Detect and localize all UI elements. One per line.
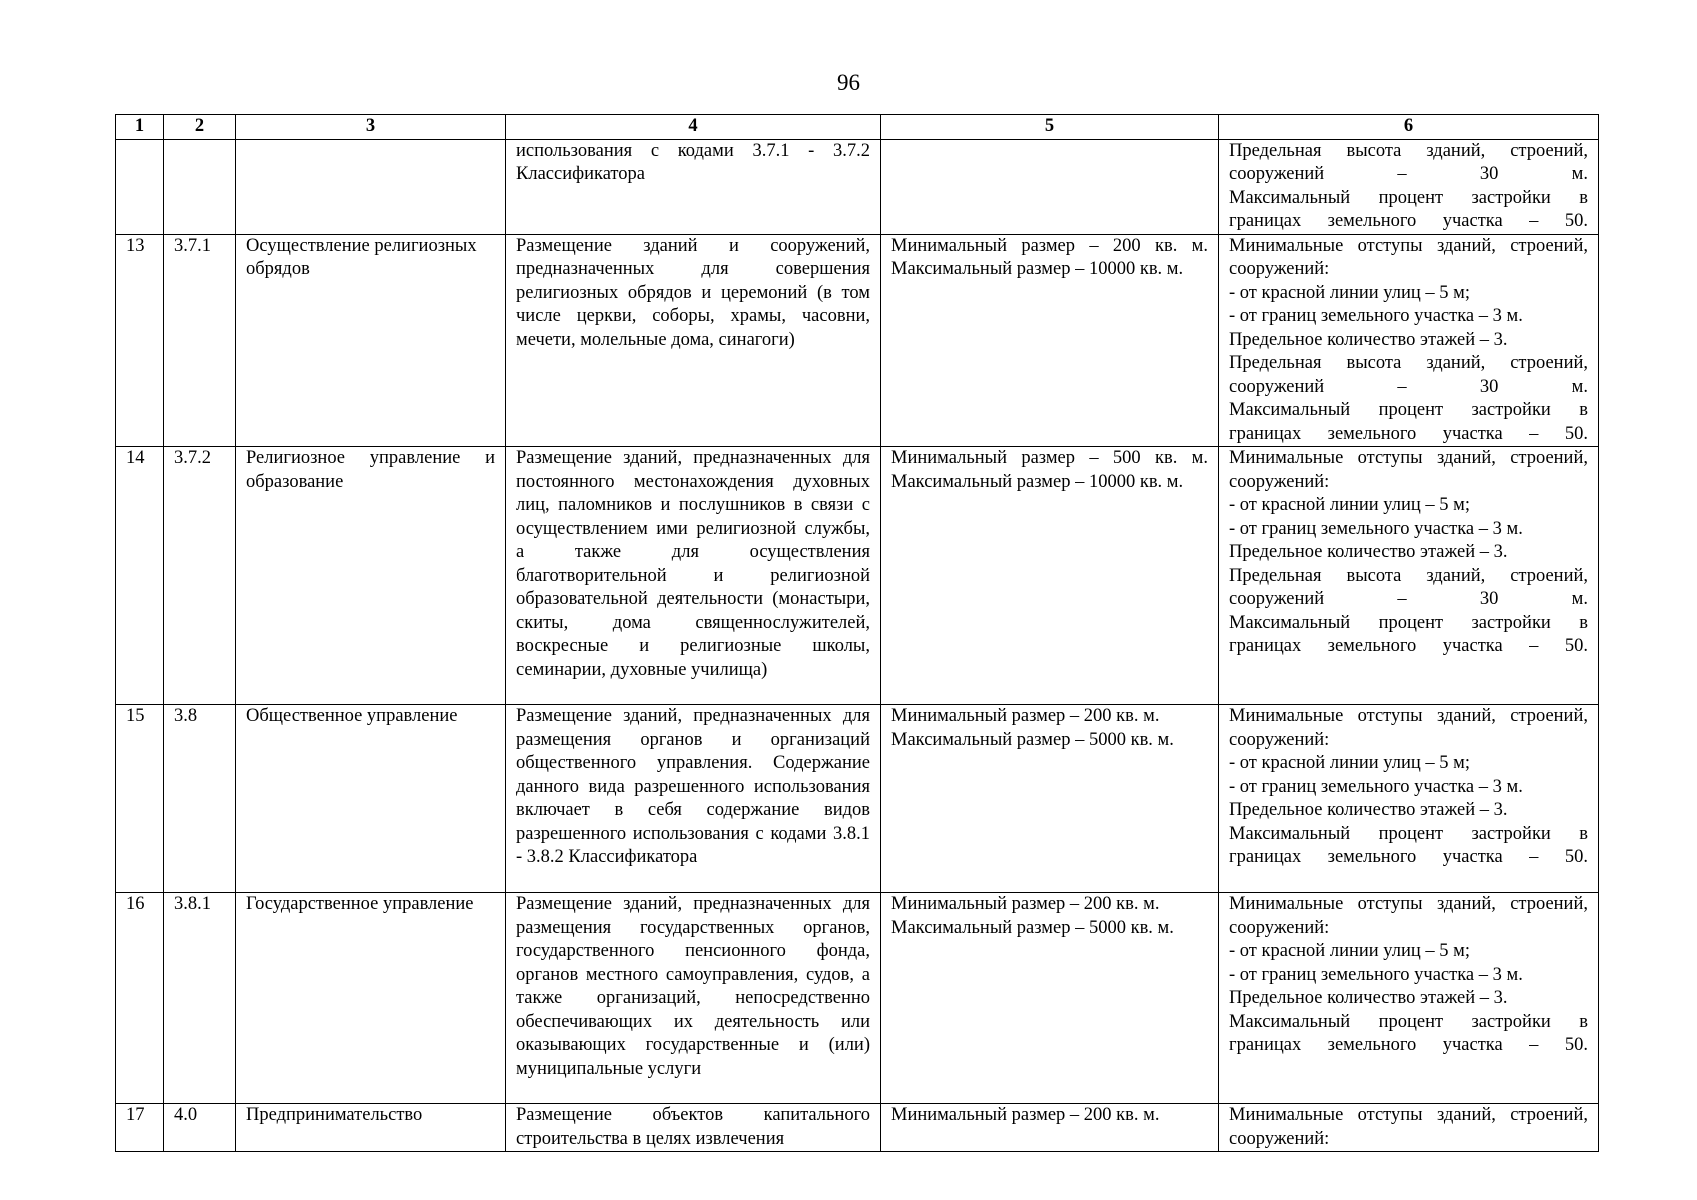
param-line: Предельное количество этажей – 3. (1229, 800, 1508, 820)
column-header: 3 (236, 115, 506, 140)
row-sizes: Минимальный размер – 200 кв. м. Максимальный размер – 5000 кв. м. (881, 893, 1219, 1104)
table-row (116, 234, 1599, 447)
row-sizes: Минимальный размер – 500 кв. м. Максимальный размер – 10000 кв. м. (881, 447, 1219, 705)
column-header: 4 (506, 115, 881, 140)
param-line: Предельная высота зданий, строений, сооружений – 30 м. (1229, 353, 1588, 397)
row-description: использования с кодами 3.7.1 - 3.7.2 Классификатора (506, 139, 881, 234)
table-row (116, 893, 1599, 1104)
row-name: Религиозное управление и образование (236, 447, 506, 705)
row-number: 13 (116, 234, 164, 447)
row-sizes: Минимальный размер – 200 кв. м. (881, 1104, 1219, 1152)
row-code: 4.0 (164, 1104, 236, 1152)
row-description: Размещение объектов капитального строительства в целях извлечения (506, 1104, 881, 1152)
row-number: 17 (116, 1104, 164, 1152)
param-line: - от границ земельного участка – 3 м. (1229, 518, 1523, 539)
row-code: 3.8.1 (164, 893, 236, 1104)
row-params (1219, 234, 1599, 447)
param-line: Предельная высота зданий, строений, сооружений – 30 м. (1229, 140, 1588, 184)
table-row (116, 705, 1599, 893)
row-params (1219, 139, 1599, 234)
row-number (116, 139, 164, 234)
header-row (116, 115, 1599, 140)
row-name: Осуществление религиозных обрядов (236, 234, 506, 447)
param-line: Минимальные отступы зданий, строений, сооружений: (1229, 894, 1588, 938)
param-line: - от красной линии улиц – 5 м; (1229, 495, 1470, 515)
row-code: 3.7.2 (164, 447, 236, 705)
table-row (116, 139, 1599, 234)
land-use-table (115, 114, 1599, 1152)
row-sizes: Минимальный размер – 200 кв. м. Максимальный размер – 5000 кв. м. (881, 705, 1219, 893)
row-name: Государственное управление (236, 893, 506, 1104)
row-name (236, 139, 506, 234)
param-line: Максимальный процент застройки в границах земельного участка – 50. (1229, 400, 1588, 444)
param-line: Максимальный процент застройки в границах земельного участка – 50. (1229, 187, 1588, 231)
page-number: 96 (837, 70, 860, 95)
row-description: Размещение зданий и сооружений, предназначенных для совершения религиозных обрядов и церемоний (в том числе церкви, соборы, храмы, часовни, мечети, молельные дома, синагоги) (506, 234, 881, 447)
param-line: Минимальные отступы зданий, строений, сооружений: (1229, 1105, 1588, 1149)
row-params (1219, 893, 1599, 1104)
param-line: - от границ земельного участка – 3 м. (1229, 306, 1523, 326)
column-header: 5 (881, 115, 1219, 140)
param-line: Предельная высота зданий, строений, сооружений – 30 м. (1229, 565, 1588, 609)
param-line: Минимальные отступы зданий, строений, сооружений: (1229, 706, 1588, 750)
row-code: 3.8 (164, 705, 236, 893)
param-line: Минимальные отступы зданий, строений, сооружений: (1229, 448, 1588, 492)
row-description: Размещение зданий, предназначенных для размещения государственных органов, государственного пенсионного фонда, органов местного самоуправления, судов, а также организаций, непосредственно обеспечивающих их деятельность или оказывающих государственные и (или) муниципальные услуги (506, 893, 881, 1104)
param-line: Максимальный процент застройки в границах земельного участка – 50. (1229, 823, 1588, 867)
column-header: 1 (116, 115, 164, 140)
row-code: 3.7.1 (164, 234, 236, 447)
row-sizes: Минимальный размер – 200 кв. м. Максимальный размер – 10000 кв. м. (881, 234, 1219, 447)
row-description: Размещение зданий, предназначенных для размещения органов и организаций общественного управления. Содержание данного вида разрешенного использования включает в себя содержание видов разрешенного использования с кодами 3.8.1 - 3.8.2 Классификатора (506, 705, 881, 893)
param-line: Предельное количество этажей – 3. (1229, 542, 1508, 562)
row-code (164, 139, 236, 234)
param-line: - от красной линии улиц – 5 м; (1229, 941, 1470, 961)
row-params (1219, 1104, 1599, 1152)
param-line: - от красной линии улиц – 5 м; (1229, 282, 1470, 303)
row-sizes (881, 139, 1219, 234)
row-name: Предпринимательство (236, 1104, 506, 1152)
param-line: Минимальные отступы зданий, строений, сооружений: (1229, 235, 1588, 279)
row-params (1219, 705, 1599, 893)
column-header: 2 (164, 115, 236, 140)
param-line: - от границ земельного участка – 3 м. (1229, 964, 1523, 985)
row-number: 16 (116, 893, 164, 1104)
param-line: Максимальный процент застройки в границах земельного участка – 50. (1229, 1011, 1588, 1055)
param-line: - от границ земельного участка – 3 м. (1229, 776, 1523, 797)
param-line: - от красной линии улиц – 5 м; (1229, 753, 1470, 773)
row-description: Размещение зданий, предназначенных для постоянного местонахождения духовных лиц, паломников и послушников в связи с осуществлением ими религиозной службы, а также для осуществления благотворительной и религиозной образовательной деятельности (монастыри, скиты, дома священнослужителей, воскресные и религиозные школы, семинарии, духовные училища) (506, 447, 881, 705)
row-name: Общественное управление (236, 705, 506, 893)
param-line: Максимальный процент застройки в границах земельного участка – 50. (1229, 612, 1588, 656)
row-params (1219, 447, 1599, 705)
row-number: 14 (116, 447, 164, 705)
table-row (116, 1104, 1599, 1152)
row-number: 15 (116, 705, 164, 893)
column-header: 6 (1219, 115, 1599, 140)
param-line: Предельное количество этажей – 3. (1229, 988, 1508, 1008)
param-line: Предельное количество этажей – 3. (1229, 329, 1508, 350)
table-row (116, 447, 1599, 705)
